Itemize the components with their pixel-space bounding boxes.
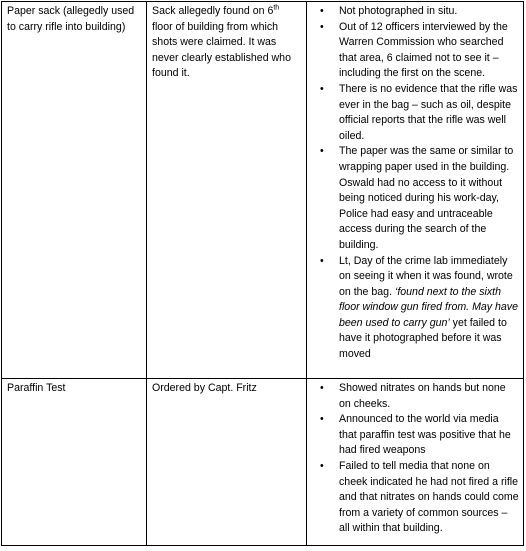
- detail-cell: Sack allegedly found on 6th floor of building from which shots were claimed. It was never clearly established who found it.: [147, 2, 307, 379]
- bullet-icon: •: [320, 20, 324, 33]
- item-cell: [2, 379, 147, 546]
- ordinal-suffix: th: [273, 4, 280, 12]
- list-item: • Out of 12 officers interviewed by the Warren Commission who searched that area, 6 claimed not to see it – including the first on the scene.: [320, 20, 508, 80]
- item-name: Paper sack (allegedly used to carry rifle into building): [7, 5, 135, 33]
- bullet-icon: •: [320, 82, 324, 95]
- bullet-icon: •: [320, 145, 324, 158]
- quoted-note: ‘found next to the sixth floor window gun fired from. May have been used to carry gun’: [339, 285, 518, 329]
- bullet-icon: •: [320, 459, 324, 472]
- list-item: • Showed nitrates on hands but none on cheeks.: [320, 382, 506, 410]
- item-cell: [2, 2, 147, 379]
- list-item: • Not photographed in situ.: [312, 4, 519, 20]
- detail-cell: Ordered by Capt. Fritz: [147, 379, 307, 546]
- list-item: • There is no evidence that the rifle was ever in the bag – such as oil, despite official reports that the rifle was well oiled.: [320, 82, 518, 142]
- list-item: • Lt, Day of the crime lab immediately on seeing it when it was found, wrote on the bag. ‘found next to the sixth floor window gun fired from. May have been used to carry gun’ yet failed to have it photographed before it was moved: [320, 254, 518, 361]
- bullet-icon: •: [320, 5, 324, 17]
- evidence-table: [1, 1, 524, 546]
- list-item: • Announced to the world via media that paraffin test was positive that he had fired weapons: [320, 413, 511, 457]
- bullet-icon: •: [320, 413, 324, 426]
- item-name: Paraffin Test: [7, 382, 66, 394]
- bullet-list: [312, 4, 519, 363]
- table-row-paraffin-test: [2, 379, 524, 546]
- list-item: • Failed to tell media that none on cheek indicated he had not fired a rifle and that nitrates on hands could come from a variety of common sources – all within that building.: [320, 459, 519, 535]
- bullet-icon: •: [320, 382, 324, 394]
- list-item: • The paper was the same or similar to wrapping paper used in the building. Oswald had no access to it without being noticed during his work-day, Police had easy and untraceable access during the search of the building.: [320, 145, 514, 251]
- table-row-paper-sack: [2, 2, 524, 379]
- points-cell: [307, 379, 524, 546]
- bullet-icon: •: [320, 254, 324, 267]
- bullet-list: [312, 381, 519, 537]
- points-cell: [307, 2, 524, 379]
